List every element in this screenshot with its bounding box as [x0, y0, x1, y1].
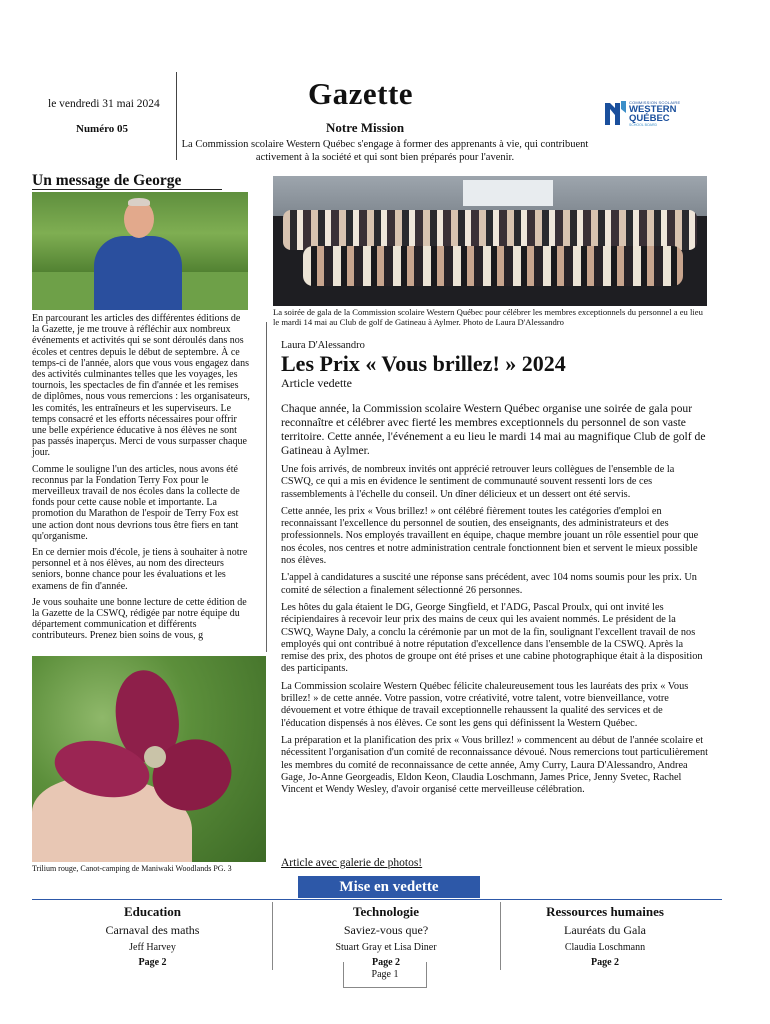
issue-number: Numéro 05 — [76, 123, 129, 135]
article-paragraph: Cette année, les prix « Vous brillez! » ont célébré fièrement toutes les catégories d'emploi en reconnaissant l'excellence du personnel de soutien, des enseignants, des administrateurs et des professionnels. Nos employés travaillent en équipe, chaque membre jouant un rôle essentiel pour que nos écoles, nos centres et notre administration centrale fonctionnent bien et servent le mieux possible nos élèves. — [281, 505, 699, 567]
feature-divider — [500, 902, 501, 970]
article-kicker: Article vedette — [281, 376, 352, 390]
gala-group-photo — [273, 176, 707, 306]
feature-page-ref: Page 2 — [371, 957, 401, 968]
logo-line-1: COMMISSION SCOLAIRE — [629, 100, 681, 105]
logo-mark-icon — [603, 99, 627, 129]
logo-line-3: QUÉBEC — [629, 113, 670, 124]
george-photo — [32, 192, 248, 310]
header-divider — [176, 72, 177, 160]
article-paragraph: La préparation et la planification des prix « Vous brillez! » commencent au début de l'année scolaire et nécessitent l'organisation d'un comité de reconnaissance dévoué. Nous remercions tout particulièrement les membres du comité de reconnaissance de cette année, Amy Curry, Laura D'Alessandro, Andrea Gage, Jo-Anne Georgeadis, Eldon Keon, Claudia Loschmann, James Price, Jenny Svetec, Rachel Vincent et Wendy Wesley, d'avoir organisé cette merveilleuse célébration. — [281, 734, 708, 796]
article-paragraph: Une fois arrivés, de nombreux invités ont apprécié retrouver leurs collègues de l'ensemble de la CSWQ, ce qui a mis en évidence le sentiment de communauté souvent ressenti lors de ces rassemblements à l'échelle du conseil. Un dîner délicieux et un dessert ont été servis. — [281, 464, 675, 500]
issue-date: le vendredi 31 mai 2024 — [48, 98, 160, 110]
photo-gallery-link[interactable]: Article avec galerie de photos! — [281, 857, 423, 869]
feature-heading: Ressources humaines — [546, 904, 664, 919]
feature-subtitle: Saviez-vous que? — [343, 923, 429, 937]
article-paragraph: La Commission scolaire Western Québec félicite chaleureusement tous les lauréats des prix « Vous brillez! » de cette année. Votre passion, votre créativité, votre talent, votre bienveillance, votre dévouement et votre éthique de travail exceptionnelle rehaussent la qualité des services et de l'éducation dispensés à nos élèves. Ce sont les gens qui définissent la Western Québec. — [281, 680, 689, 729]
george-paragraph: Comme le souligne l'un des articles, nous avons été reconnus par la Fondation Terry Fox pour le merveilleux travail de nos écoles dans la collecte de fonds pour cette cause noble et importante. La promotion du Marathon de l'espoir de Terry Fox est une action dont nous devrions tous être fiers en tant qu'organisme. — [32, 463, 240, 542]
mission-heading: Notre Mission — [326, 120, 405, 135]
column-divider — [266, 322, 267, 652]
feature-subtitle: Lauréats du Gala — [564, 923, 646, 937]
article-paragraph: L'appel à candidatures a suscité une réponse sans précédent, avec 104 noms soumis pour les prix. Un comité de sélection a finalement sélectionné 26 personnes. — [281, 572, 697, 596]
trillium-caption: Trilium rouge, Canot-camping de Maniwaki Woodlands PG. 3 — [32, 864, 232, 873]
gala-caption: La soirée de gala de la Commission scolaire Western Québec pour célébrer les membres exceptionnels du personnel a eu lieu le mardi 14 mai au Club de golf de Gatineau à Aylmer. Photo de Laura D'Alessandro — [273, 307, 703, 327]
article-headline: Les Prix « Vous brillez! » 2024 — [281, 351, 566, 376]
feature-page-ref: Page 2 — [590, 957, 620, 968]
feature-page-ref: Page 2 — [138, 957, 167, 968]
feature-author: Stuart Gray et Lisa Diner — [335, 942, 437, 953]
feature-heading: Technologie — [353, 904, 419, 919]
school-board-logo — [603, 98, 681, 130]
trillium-photo — [32, 656, 266, 862]
logo-line-2: WESTERN — [629, 104, 677, 115]
article-paragraph: Les hôtes du gala étaient le DG, George Singfield, et l'ADG, Pascal Proulx, qui ont invité les récipiendaires à recevoir leur prix des mains de ceux qui les avaient nommés. Le président de la CSWQ, Wayne Daly, a conclu la cérémonie par un mot de la fin, soulignant l'excellent travail de nos employés qui ont contribué à notre réputation d'excellence dans l'ensemble de la CSWQ. Après la remise des prix, des photos de groupe ont été prises et une cabine photographique était à la disposition des participants. — [281, 601, 703, 675]
feature-heading: Education — [123, 904, 182, 919]
newsletter-title: Gazette — [308, 76, 414, 111]
feature-divider — [272, 902, 273, 970]
feature-technologie[interactable] — [286, 904, 486, 968]
george-message — [32, 313, 250, 647]
features-banner: Mise en vedette — [298, 876, 480, 898]
feature-author: Claudia Loschmann — [564, 942, 646, 953]
feature-ressources-humaines[interactable] — [505, 904, 705, 968]
feature-subtitle: Carnaval des maths — [105, 923, 200, 937]
george-paragraph: En parcourant les articles des différentes éditions de la Gazette, je me trouve à réfléchir aux nombreux événements et activités qui se sont déroulés dans nos écoles et centres depuis le début de septembre. À ce temps-ci de l'année, alors que vous vous engagez dans des activités culminantes telles que les voyages, les tournois, les spectacles de fin d'année et les remises de diplômes, nous vous remercions : les organisateurs, les comités, les entraîneurs et les superviseurs. Le temps consacré et les efforts nécessaires pour offrir une belle expérience éducative à nos élèves ne sont pas passés inaperçus. Merci de vous surpasser chaque jour. — [32, 313, 250, 459]
george-heading-rule — [32, 189, 222, 190]
article-lead: Chaque année, la Commission scolaire Western Québec organise une soirée de gala pour reconnaître et célébrer avec fierté les membres exceptionnels du personnel de son vaste territoire. Cette année, l'événement a eu lieu le mardi 14 mai au magnifique Club de golf de Gatineau à Aylmer. — [281, 402, 706, 457]
george-paragraph: En ce dernier mois d'école, je tiens à souhaiter à notre personnel et à nos élèves, au nom des directeurs seniors, bonne chance pour les évaluations et les examens de fin d'année. — [32, 547, 248, 592]
page-number: Page 1 — [343, 962, 427, 988]
logo-line-4: SCHOOL BOARD — [629, 123, 658, 127]
mission-text: La Commission scolaire Western Québec s'engage à former des apprenants à vie, qui contribuent activement à la société et qui sont bien préparés pour l'avenir. — [181, 139, 589, 163]
george-paragraph: Je vous souhaite une bonne lecture de cette édition de la Gazette de la CSWQ, rédigée par notre équipe du département communication et différents contributeurs. Prenez bien soins de vous, g — [32, 596, 247, 642]
feature-education[interactable] — [50, 904, 255, 968]
george-heading: Un message de George — [32, 172, 182, 189]
article-body — [281, 402, 709, 801]
features-rule — [32, 899, 722, 900]
feature-author: Jeff Harvey — [129, 942, 176, 953]
article-author: Laura D'Alessandro — [281, 340, 365, 351]
